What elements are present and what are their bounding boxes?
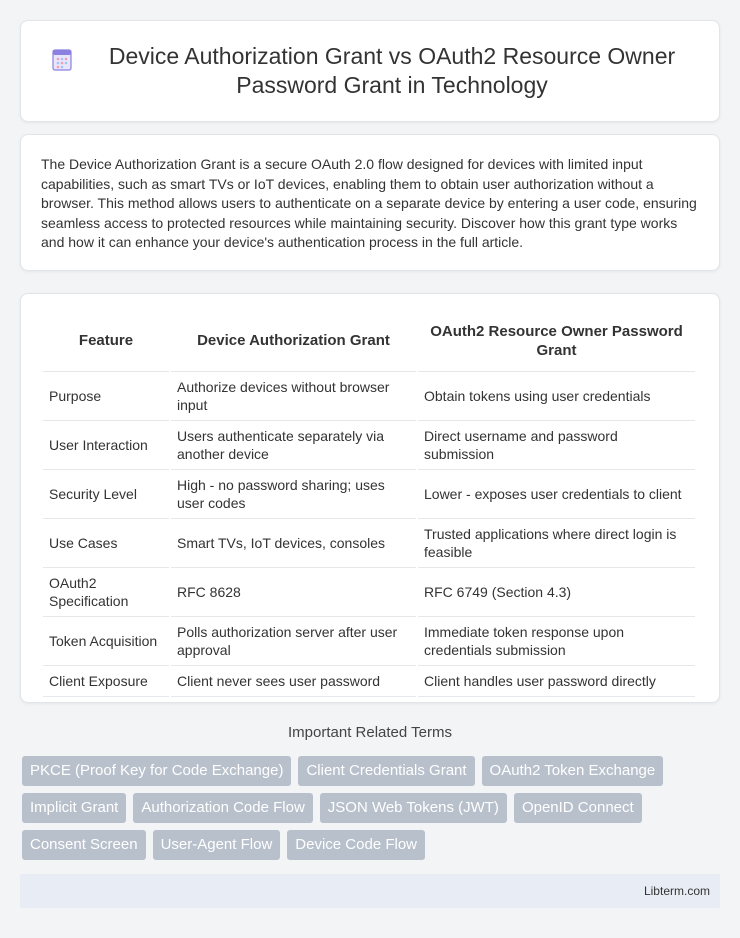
table-row	[43, 470, 695, 519]
feature-cell: Security Level	[43, 470, 169, 519]
password-grant-cell: Direct username and password submission	[418, 421, 695, 470]
related-term-tag[interactable]: OpenID Connect	[514, 793, 642, 823]
table-row	[43, 568, 695, 617]
related-term-tag[interactable]: Implicit Grant	[22, 793, 126, 823]
related-term-tag[interactable]: Consent Screen	[22, 830, 146, 860]
feature-cell: User Interaction	[43, 421, 169, 470]
header-feature: Feature	[43, 310, 169, 372]
title-card	[20, 20, 720, 122]
feature-cell: Use Cases	[43, 519, 169, 568]
related-term-tag[interactable]: User-Agent Flow	[153, 830, 281, 860]
related-term-tag[interactable]: OAuth2 Token Exchange	[482, 756, 664, 786]
related-term-tag[interactable]: Device Code Flow	[287, 830, 425, 860]
related-term-tag[interactable]: Client Credentials Grant	[298, 756, 474, 786]
password-grant-cell: Lower - exposes user credentials to client	[418, 470, 695, 519]
feature-cell: Purpose	[43, 372, 169, 421]
table-row	[43, 372, 695, 421]
password-grant-cell: Obtain tokens using user credentials	[418, 372, 695, 421]
device-grant-cell: Authorize devices without browser input	[171, 372, 416, 421]
password-grant-cell: RFC 6749 (Section 4.3)	[418, 568, 695, 617]
feature-cell: OAuth2 Specification	[43, 568, 169, 617]
device-grant-cell: Client never sees user password	[171, 666, 416, 697]
description-text: The Device Authorization Grant is a secure OAuth 2.0 flow designed for devices with limited input capabilities, such as smart TVs or IoT devices, enabling them to obtain user authorization without a browser. This method allows users to authenticate on a separate device by entering a user code, ensuring seamless access to protected resources while maintaining security. Discover how this grant type works and how it can enhance your device's authentication process in the full article.	[41, 156, 697, 250]
related-term-tag[interactable]: PKCE (Proof Key for Code Exchange)	[22, 756, 291, 786]
device-grant-cell: High - no password sharing; uses user codes	[171, 470, 416, 519]
related-terms-heading: Important Related Terms	[288, 724, 452, 741]
device-grant-cell: Polls authorization server after user approval	[171, 617, 416, 666]
table-row	[43, 519, 695, 568]
page-title: Device Authorization Grant vs OAuth2 Resource Owner Password Grant in Technology	[108, 43, 676, 98]
comparison-table-card	[20, 293, 720, 703]
related-term-tag[interactable]: JSON Web Tokens (JWT)	[320, 793, 507, 823]
device-grant-cell: Users authenticate separately via another device	[171, 421, 416, 470]
password-grant-cell: Trusted applications where direct login is feasible	[418, 519, 695, 568]
related-terms-list	[22, 756, 722, 867]
header-device-authorization-grant: Device Authorization Grant	[171, 310, 416, 372]
related-term-tag[interactable]: Authorization Code Flow	[133, 793, 312, 823]
table-row	[43, 421, 695, 470]
description-card	[20, 134, 720, 271]
device-grant-cell: RFC 8628	[171, 568, 416, 617]
table-header-row	[43, 310, 695, 372]
feature-cell: Token Acquisition	[43, 617, 169, 666]
password-grant-cell: Client handles user password directly	[418, 666, 695, 697]
footer-site-link[interactable]: Libterm.com	[643, 884, 710, 898]
document-icon	[50, 48, 74, 72]
table-row	[43, 617, 695, 666]
table-row	[43, 666, 695, 697]
password-grant-cell: Immediate token response upon credentials submission	[418, 617, 695, 666]
comparison-table	[41, 310, 697, 697]
feature-cell: Client Exposure	[43, 666, 169, 697]
footer	[20, 874, 720, 908]
device-grant-cell: Smart TVs, IoT devices, consoles	[171, 519, 416, 568]
header-resource-owner-password-grant: OAuth2 Resource Owner Password Grant	[418, 310, 695, 372]
